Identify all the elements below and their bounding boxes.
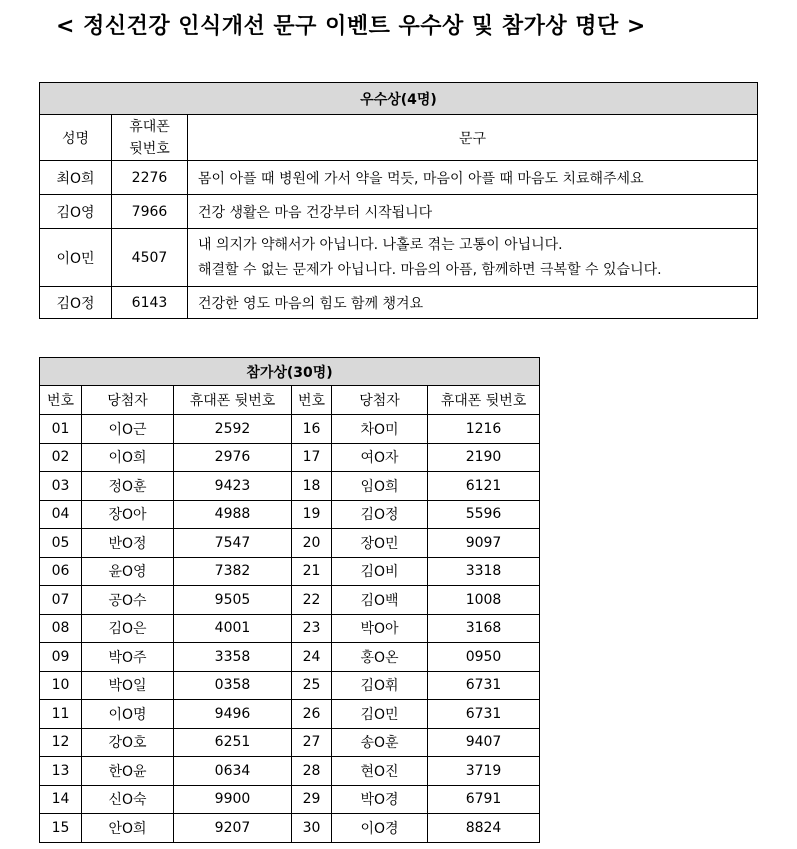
participant-number: 14 <box>40 785 82 814</box>
participant-number: 05 <box>40 529 82 558</box>
participant-number: 28 <box>292 757 332 786</box>
participant-name: 이O경 <box>332 814 428 843</box>
participant-name: 김O백 <box>332 586 428 615</box>
participant-phone: 6731 <box>428 671 540 700</box>
participant-row <box>40 586 540 615</box>
participant-row <box>40 757 540 786</box>
participant-phone: 6731 <box>428 700 540 729</box>
participant-name: 박O주 <box>82 643 174 672</box>
participant-row <box>40 500 540 529</box>
participant-name: 장O민 <box>332 529 428 558</box>
participant-name: 김O정 <box>332 500 428 529</box>
participant-name: 홍O온 <box>332 643 428 672</box>
participant-number: 30 <box>292 814 332 843</box>
winner-message-line: 해결할 수 없는 문제가 아닙니다. 마음의 아픔, 함께하면 극복할 수 있습니다. <box>198 261 662 278</box>
participant-name: 이O희 <box>82 443 174 472</box>
participant-phone: 7382 <box>174 557 292 586</box>
winner-message: 몸이 아플 때 병원에 가서 약을 먹듯, 마음이 아플 때 마음도 치료해주세요 <box>188 161 758 195</box>
winners-header-name: 성명 <box>40 115 112 161</box>
participant-number: 16 <box>292 415 332 444</box>
participant-number: 29 <box>292 785 332 814</box>
participant-number: 13 <box>40 757 82 786</box>
winner-row <box>40 161 758 195</box>
participant-name: 박O일 <box>82 671 174 700</box>
participant-number: 08 <box>40 614 82 643</box>
participant-phone: 1216 <box>428 415 540 444</box>
participant-number: 26 <box>292 700 332 729</box>
participant-name: 김O은 <box>82 614 174 643</box>
winner-phone: 4507 <box>112 229 188 287</box>
winners-header-message: 문구 <box>188 115 758 161</box>
participant-number: 10 <box>40 671 82 700</box>
participant-name: 정O훈 <box>82 472 174 501</box>
participant-name: 박O경 <box>332 785 428 814</box>
participant-number: 25 <box>292 671 332 700</box>
participant-name: 김O비 <box>332 557 428 586</box>
winner-message <box>188 229 758 287</box>
participant-name: 이O근 <box>82 415 174 444</box>
participant-number: 15 <box>40 814 82 843</box>
participant-phone: 6121 <box>428 472 540 501</box>
participants-header-name: 당첨자 <box>82 386 174 415</box>
participant-number: 09 <box>40 643 82 672</box>
participant-phone: 0358 <box>174 671 292 700</box>
participant-name: 장O아 <box>82 500 174 529</box>
participant-phone: 1008 <box>428 586 540 615</box>
participant-name: 여O자 <box>332 443 428 472</box>
participant-name: 반O정 <box>82 529 174 558</box>
participants-header-no: 번호 <box>292 386 332 415</box>
participant-phone: 6251 <box>174 728 292 757</box>
participant-phone: 4988 <box>174 500 292 529</box>
participant-row <box>40 671 540 700</box>
participant-phone: 0950 <box>428 643 540 672</box>
participant-name: 송O훈 <box>332 728 428 757</box>
participant-row <box>40 557 540 586</box>
winner-phone: 6143 <box>112 287 188 319</box>
participant-name: 박O아 <box>332 614 428 643</box>
participants-header-name: 당첨자 <box>332 386 428 415</box>
participant-number: 12 <box>40 728 82 757</box>
participant-name: 김O민 <box>332 700 428 729</box>
winner-message: 건강한 영도 마음의 힘도 함께 챙겨요 <box>188 287 758 319</box>
participant-name: 윤O영 <box>82 557 174 586</box>
winners-header-phone-line1: 휴대폰 <box>129 118 170 135</box>
participant-number: 22 <box>292 586 332 615</box>
winner-name: 최O희 <box>40 161 112 195</box>
participant-name: 김O휘 <box>332 671 428 700</box>
participant-phone: 3318 <box>428 557 540 586</box>
winner-row <box>40 287 758 319</box>
participant-name: 이O명 <box>82 700 174 729</box>
participant-name: 한O윤 <box>82 757 174 786</box>
participant-phone: 3168 <box>428 614 540 643</box>
participant-row <box>40 728 540 757</box>
participant-phone: 9423 <box>174 472 292 501</box>
participant-number: 06 <box>40 557 82 586</box>
participants-header-phone: 휴대폰 뒷번호 <box>174 386 292 415</box>
participant-row <box>40 614 540 643</box>
winners-header-phone <box>112 115 188 161</box>
participant-phone: 9900 <box>174 785 292 814</box>
participant-phone: 9496 <box>174 700 292 729</box>
winner-message: 건강 생활은 마음 건강부터 시작됩니다 <box>188 195 758 229</box>
page-title: < 정신건강 인식개선 문구 이벤트 우수상 및 참가상 명단 > <box>56 14 646 39</box>
participant-name: 신O숙 <box>82 785 174 814</box>
participant-phone: 9207 <box>174 814 292 843</box>
participant-phone: 7547 <box>174 529 292 558</box>
winner-name: 김O영 <box>40 195 112 229</box>
participant-row <box>40 529 540 558</box>
participant-phone: 2976 <box>174 443 292 472</box>
participant-phone: 3358 <box>174 643 292 672</box>
winner-row <box>40 229 758 287</box>
participants-table <box>39 357 540 843</box>
participant-number: 07 <box>40 586 82 615</box>
winner-row <box>40 195 758 229</box>
participant-name: 공O수 <box>82 586 174 615</box>
participants-header-phone: 휴대폰 뒷번호 <box>428 386 540 415</box>
winner-phone: 7966 <box>112 195 188 229</box>
participant-number: 21 <box>292 557 332 586</box>
participants-heading: 참가상(30명) <box>40 358 540 386</box>
participant-row <box>40 700 540 729</box>
participant-row <box>40 472 540 501</box>
participant-row <box>40 814 540 843</box>
winners-table <box>39 82 758 319</box>
participant-number: 27 <box>292 728 332 757</box>
participant-number: 11 <box>40 700 82 729</box>
participant-phone: 3719 <box>428 757 540 786</box>
participant-phone: 9505 <box>174 586 292 615</box>
participant-phone: 0634 <box>174 757 292 786</box>
participant-phone: 4001 <box>174 614 292 643</box>
participant-phone: 5596 <box>428 500 540 529</box>
winner-name: 김O정 <box>40 287 112 319</box>
participant-number: 18 <box>292 472 332 501</box>
participant-name: 안O희 <box>82 814 174 843</box>
participant-number: 01 <box>40 415 82 444</box>
participant-number: 02 <box>40 443 82 472</box>
participant-name: 차O미 <box>332 415 428 444</box>
participant-number: 19 <box>292 500 332 529</box>
participant-number: 23 <box>292 614 332 643</box>
participant-row <box>40 415 540 444</box>
participant-number: 17 <box>292 443 332 472</box>
participant-phone: 9097 <box>428 529 540 558</box>
participant-name: 강O호 <box>82 728 174 757</box>
winner-phone: 2276 <box>112 161 188 195</box>
participant-phone: 2592 <box>174 415 292 444</box>
participant-phone: 8824 <box>428 814 540 843</box>
winners-header-phone-line2: 뒷번호 <box>129 140 170 157</box>
participant-number: 24 <box>292 643 332 672</box>
participant-name: 현O진 <box>332 757 428 786</box>
participant-row <box>40 643 540 672</box>
participant-name: 임O희 <box>332 472 428 501</box>
winner-name: 이O민 <box>40 229 112 287</box>
participant-number: 03 <box>40 472 82 501</box>
participant-phone: 2190 <box>428 443 540 472</box>
participants-header-no: 번호 <box>40 386 82 415</box>
winner-message-line: 내 의지가 약해서가 아닙니다. 나홀로 겪는 고통이 아닙니다. <box>198 236 563 253</box>
participant-number: 20 <box>292 529 332 558</box>
participant-phone: 9407 <box>428 728 540 757</box>
participant-phone: 6791 <box>428 785 540 814</box>
participant-number: 04 <box>40 500 82 529</box>
participant-row <box>40 443 540 472</box>
participant-row <box>40 785 540 814</box>
winners-heading: 우수상(4명) <box>40 83 758 115</box>
